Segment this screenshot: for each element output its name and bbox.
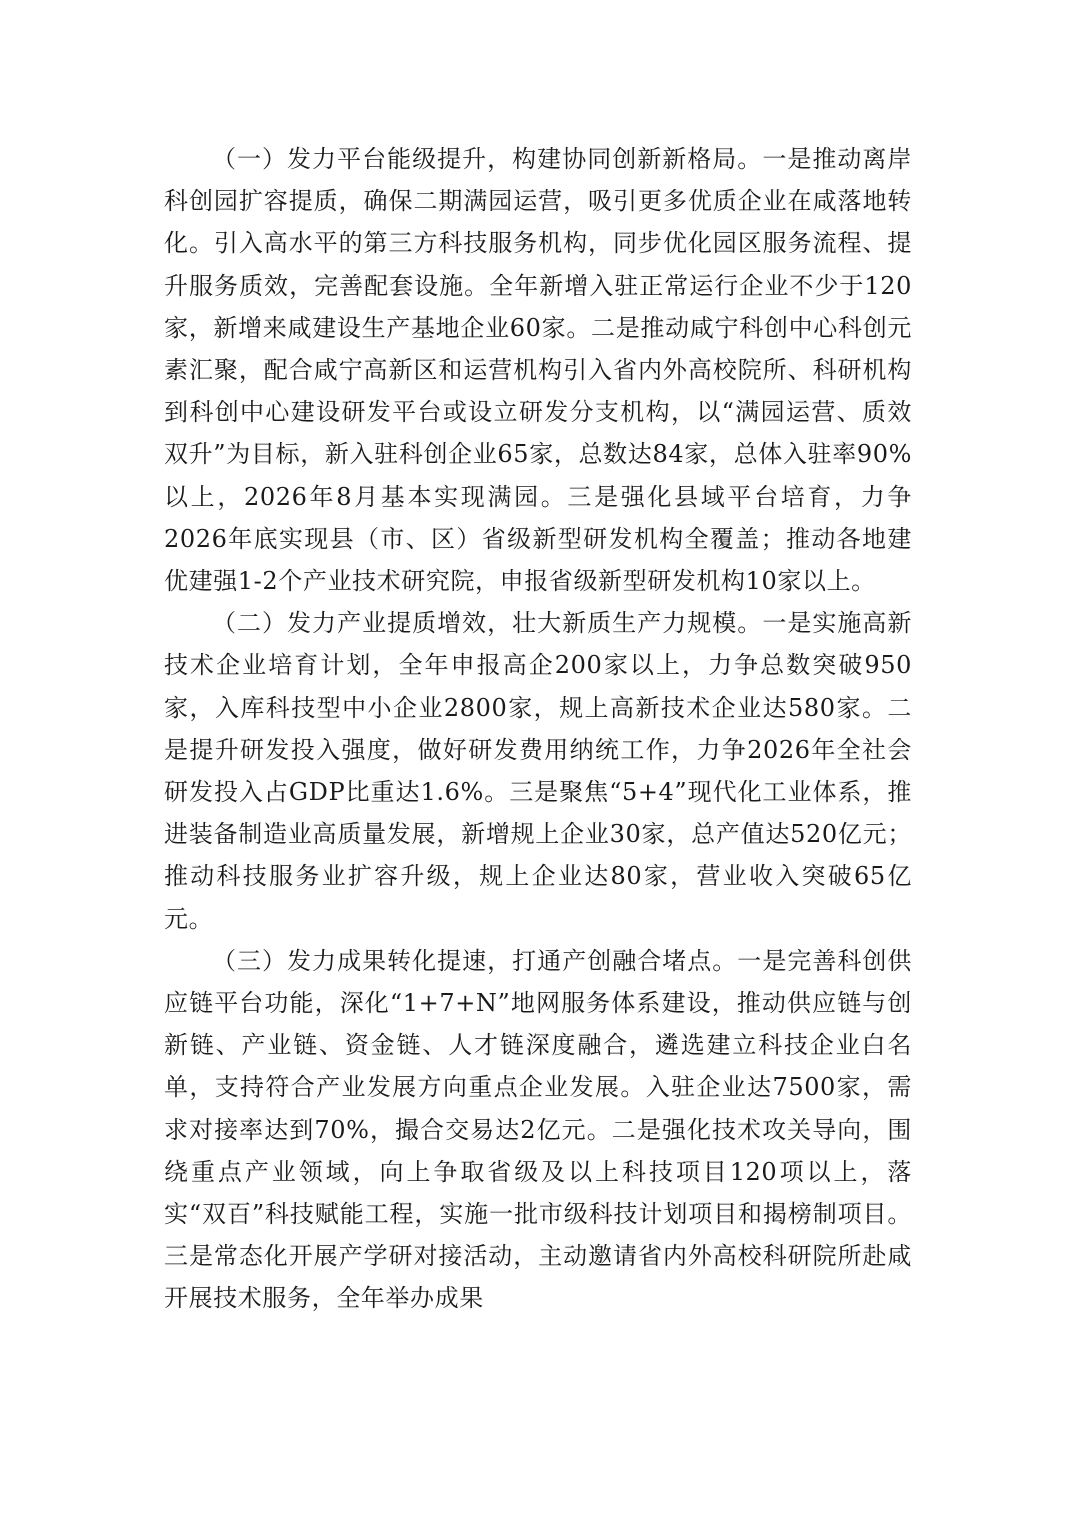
paragraph-platform-upgrade: （一）发力平台能级提升，构建协同创新新格局。一是推动离岸科创园扩容提质，确保二期满园运营，吸引更多优质企业在咸落地转化。引入高水平的第三方科技服务机构，同步优化园区服务流程、提升服务质效，完善配套设施。全年新增入驻正常运行企业不少于120家，新增来咸建设生产基地企业60家。二是推动咸宁科创中心科创元素汇聚，配合咸宁高新区和运营机构引入省内外高校院所、科研机构到科创中心建设研发平台或设立研发分支机构，以“满园运营、质效双升”为目标，新入驻科创企业65家，总数达84家，总体入驻率90%以上，2026年8月基本实现满园。三是强化县域平台培育，力争2026年底实现县（市、区）省级新型研发机构全覆盖；推动各地建优建强1-2个产业技术研究院，申报省级新型研发机构10家以上。	[164, 145, 912, 596]
paragraph-industry-upgrade: （二）发力产业提质增效，壮大新质生产力规模。一是实施高新技术企业培育计划，全年申报高企200家以上，力争总数突破950家，入库科技型中小企业2800家，规上高新技术企业达580家。二是提升研发投入强度，做好研发费用纳统工作，力争2026年全社会研发投入占GDP比重达1.6%。三是聚焦“5+4”现代化工业体系，推进装备制造业高质量发展，新增规上企业30家，总产值达520亿元；推动科技服务业扩容升级，规上企业达80家，营业收入突破65亿元。	[164, 609, 912, 933]
document-body	[164, 138, 912, 1320]
paragraph-achievement-transfer: （三）发力成果转化提速，打通产创融合堵点。一是完善科创供应链平台功能，深化“1+7+N”地网服务体系建设，推动供应链与创新链、产业链、资金链、人才链深度融合，遴选建立科技企业白名单，支持符合产业发展方向重点企业发展。入驻企业达7500家，需求对接率达到70%，撮合交易达2亿元。二是强化技术攻关导向，围绕重点产业领域，向上争取省级及以上科技项目120项以上，落实“双百”科技赋能工程，实施一批市级科技计划项目和揭榜制项目。三是常态化开展产学研对接活动，主动邀请省内外高校科研院所赴咸开展技术服务，全年举办成果	[164, 946, 912, 1313]
